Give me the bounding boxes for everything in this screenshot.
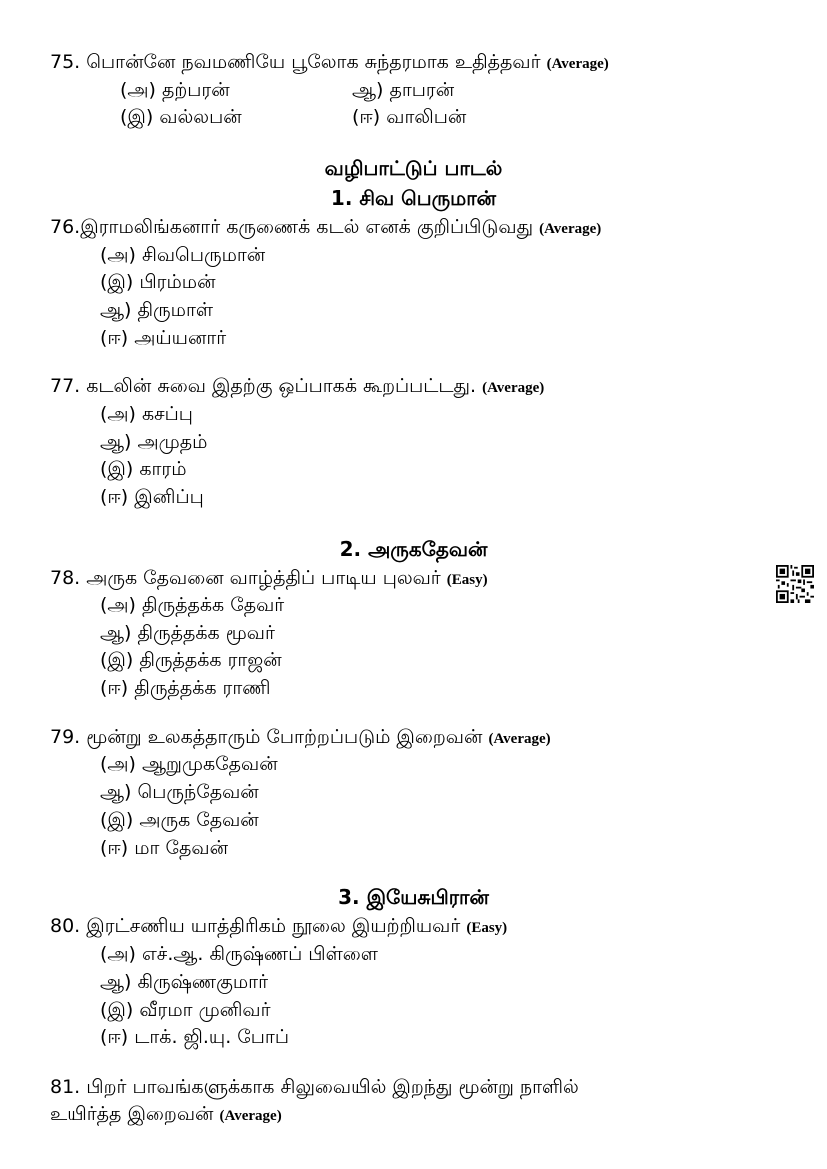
question-80-text: 80. இரட்சணிய யாத்திரிகம் நூலை இயற்றியவர் — [50, 915, 461, 937]
difficulty-tag: (Easy) — [466, 920, 508, 936]
q78-option-4: (ஈ) திருத்தக்க ராணி — [100, 677, 271, 699]
q79-option-3: (இ) அருக தேவன் — [100, 809, 259, 831]
q80-option-4: (ஈ) டாக். ஜி.யு. போப் — [100, 1026, 289, 1048]
q75-option-d: (ஈ) வாலிபன் — [352, 106, 467, 128]
q77-option-1: (அ) கசப்பு — [100, 403, 193, 425]
q77-option-3: (இ) காரம் — [100, 458, 187, 480]
q78-option-1: (அ) திருத்தக்க தேவர் — [100, 594, 285, 616]
question-80 — [50, 914, 507, 940]
q76-option-1: (அ) சிவபெருமான் — [100, 244, 266, 266]
question-81-line-1: 81. பிறர் பாவங்களுக்காக சிலுவையில் இறந்து மூன்று நாளில் — [50, 1076, 579, 1098]
question-78 — [50, 566, 488, 592]
q77-option-2: ஆ) அமுதம் — [100, 431, 208, 453]
question-77-text: 77. கடலின் சுவை இதற்கு ஒப்பாகக் கூறப்பட்டது. — [50, 375, 477, 397]
q80-option-1: (அ) எச்.ஆ. கிருஷ்ணப் பிள்ளை — [100, 943, 378, 965]
section-title: வழிபாட்டுப் பாடல் — [324, 156, 503, 180]
question-75 — [50, 50, 609, 76]
question-79 — [50, 725, 551, 751]
difficulty-tag: (Average) — [488, 731, 551, 747]
q79-option-2: ஆ) பெருந்தேவன் — [100, 781, 259, 803]
question-79-text: 79. மூன்று உலகத்தாரும் போற்றப்படும் இறைவன் — [50, 726, 483, 748]
question-76 — [50, 215, 601, 241]
q76-option-4: (ஈ) அய்யனார் — [100, 327, 227, 349]
difficulty-tag: (Average) — [219, 1108, 282, 1124]
q75-option-b: ஆ) தாபரன் — [352, 79, 455, 101]
q75-option-c: (இ) வல்லபன் — [120, 106, 242, 128]
question-77 — [50, 374, 544, 400]
q75-option-a: (அ) தற்பரன் — [120, 79, 230, 101]
difficulty-tag: (Average) — [482, 380, 545, 396]
qr-code-icon — [776, 565, 814, 603]
subsection-title-1: 1. சிவ பெருமான் — [330, 186, 497, 210]
question-81-text: உயிர்த்த இறைவன் — [50, 1103, 214, 1125]
q76-option-2: (இ) பிரம்மன் — [100, 271, 216, 293]
q79-option-1: (அ) ஆறுமுகதேவன் — [100, 753, 278, 775]
q80-option-3: (இ) வீரமா முனிவர் — [100, 999, 271, 1021]
q78-option-3: (இ) திருத்தக்க ராஜன் — [100, 649, 282, 671]
question-81-line-2 — [50, 1102, 282, 1128]
question-78-text: 78. அருக தேவனை வாழ்த்திப் பாடிய புலவர் — [50, 567, 441, 589]
question-76-text: 76.இராமலிங்கனார் கருணைக் கடல் எனக் குறிப்பிடுவது — [50, 216, 534, 238]
q80-option-2: ஆ) கிருஷ்ணகுமார் — [100, 971, 269, 993]
subsection-title-3: 3. இயேசுபிரான் — [338, 885, 489, 909]
subsection-title-2: 2. அருகதேவன் — [339, 537, 488, 561]
difficulty-tag: (Average) — [539, 221, 602, 237]
q77-option-4: (ஈ) இனிப்பு — [100, 486, 204, 508]
difficulty-tag: (Average) — [546, 56, 609, 72]
q76-option-3: ஆ) திருமாள் — [100, 299, 214, 321]
q78-option-2: ஆ) திருத்தக்க மூவர் — [100, 622, 275, 644]
question-75-text: 75. பொன்னே நவமணியே பூலோக சுந்தரமாக உதித்தவர் — [50, 51, 541, 73]
difficulty-tag: (Easy) — [446, 572, 488, 588]
q79-option-4: (ஈ) மா தேவன் — [100, 837, 228, 859]
